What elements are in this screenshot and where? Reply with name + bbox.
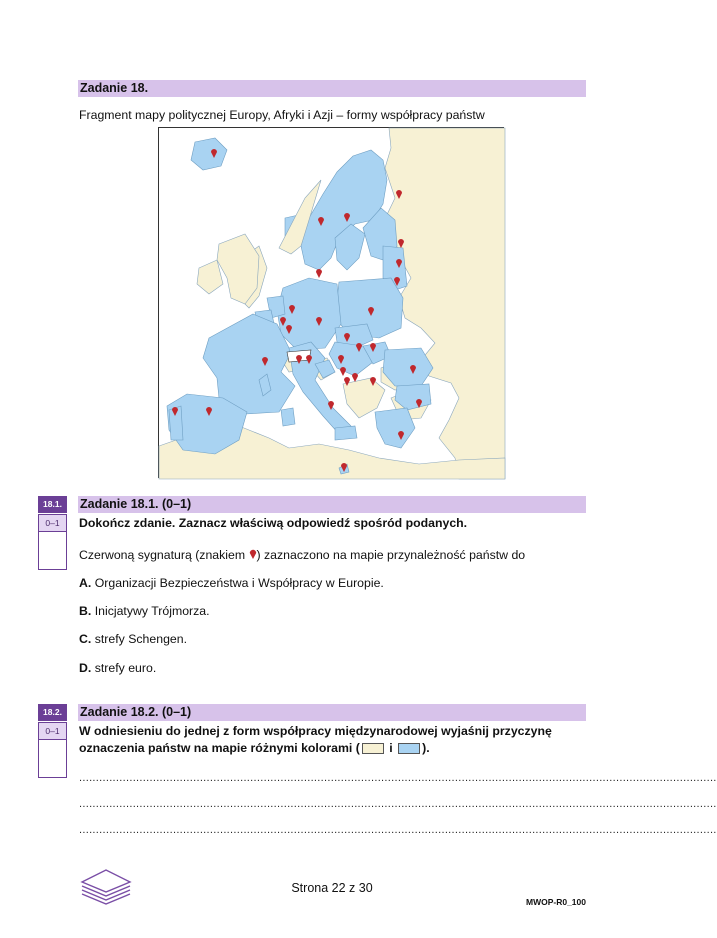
answer-line-3[interactable]: ..............................................................................................................................................................................................: [79, 824, 717, 836]
red-marker-icon: [249, 549, 257, 560]
europe-map: [158, 127, 504, 478]
page-number: Strona 22 z 30: [291, 881, 373, 895]
cream-swatch: [362, 743, 384, 754]
option-b[interactable]: B. Inicjatywy Trójmorza.: [79, 604, 210, 618]
task-18-2-header: Zadanie 18.2. (0–1): [78, 704, 586, 721]
task-header: Zadanie 18.: [78, 80, 586, 97]
task-18-1-question: [79, 548, 525, 562]
option-c[interactable]: C. strefy Schengen.: [79, 632, 188, 646]
task-18-2-score-box[interactable]: [38, 739, 67, 778]
task-description: Fragment mapy politycznej Europy, Afryki i Azji – formy współpracy państw: [79, 108, 485, 122]
task-18-2-points: 0–1: [38, 722, 67, 739]
answer-line-2[interactable]: ..............................................................................................................................................................................................: [79, 798, 717, 810]
exam-code: MWOP-R0_100: [526, 897, 586, 907]
map-svg: [159, 128, 505, 479]
task-18-2-instruction-line2: oznaczenia państw na mapie różnymi kolorami ( i ).: [79, 741, 430, 755]
task-18-1-number: 18.1.: [38, 496, 67, 513]
option-d[interactable]: D. strefy euro.: [79, 661, 157, 675]
task-18-1-header: Zadanie 18.1. (0–1): [78, 496, 586, 513]
task-18-1-points: 0–1: [38, 514, 67, 531]
question-text-end: ) zaznaczono na mapie przynależność państw do: [256, 548, 526, 562]
blue-swatch: [398, 743, 420, 754]
task-18-1-instruction: Dokończ zdanie. Zaznacz właściwą odpowiedź spośród podanych.: [79, 516, 468, 530]
option-a[interactable]: A. Organizacji Bezpieczeństwa i Współpracy w Europie.: [79, 576, 384, 590]
task-18-2-number: 18.2.: [38, 704, 67, 721]
task-18-2-instruction-line1: W odniesieniu do jednej z form współpracy międzynarodowej wyjaśnij przyczynę: [79, 724, 552, 738]
question-text-start: Czerwoną sygnaturą (znakiem: [79, 548, 249, 562]
answer-line-1[interactable]: ..............................................................................................................................................................................................: [79, 772, 717, 784]
task-18-1-score-box[interactable]: [38, 531, 67, 570]
